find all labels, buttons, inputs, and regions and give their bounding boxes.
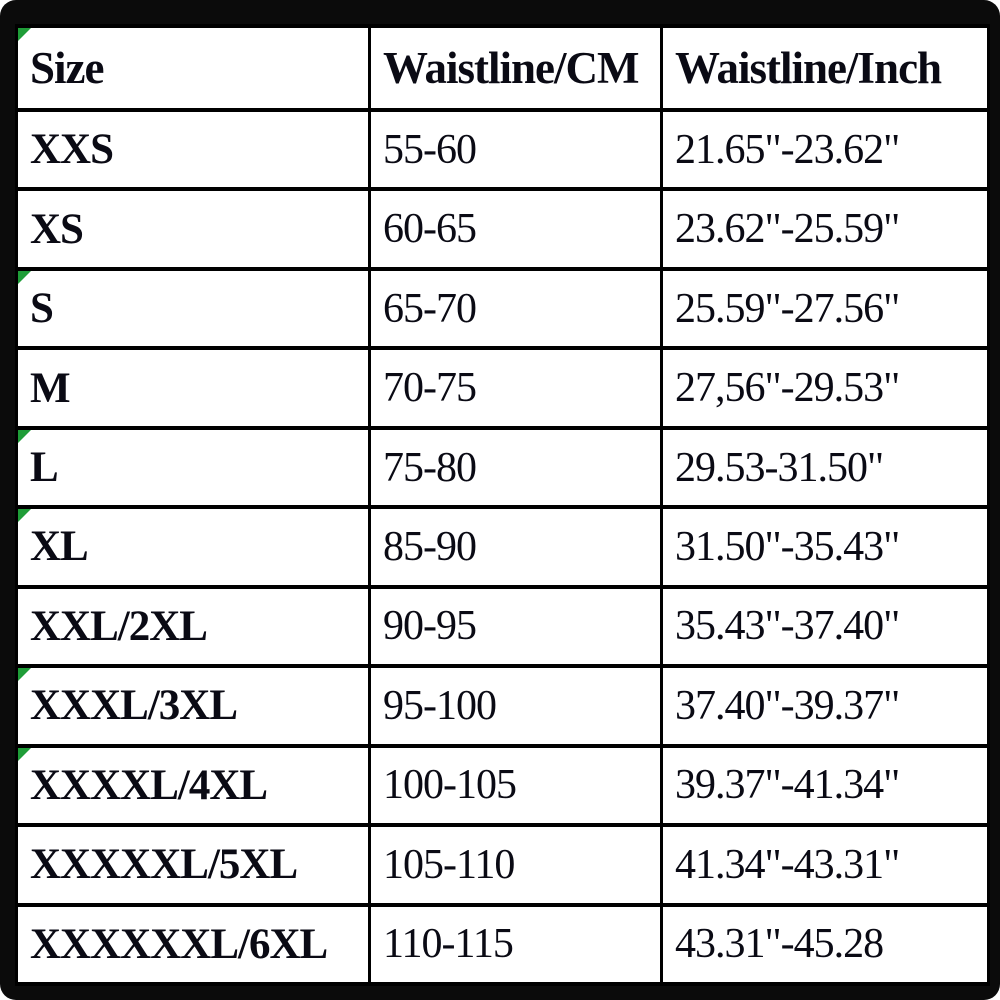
waistline-cm-cell [370,110,662,189]
header-cm-label: Waistline/CM [383,43,639,93]
cell-corner-marker-icon [18,509,32,523]
waistline-cm-cell [370,587,662,666]
header-inch-label: Waistline/Inch [675,43,942,93]
table-row [17,269,989,348]
waistline-inch-cell [662,507,989,586]
waistline-inch-cell [662,428,989,507]
waistline-inch-cell [662,746,989,825]
table-row [17,905,989,984]
table-row [17,587,989,666]
size-cell [17,905,370,984]
waistline-inch-value: 27,56"-29.53" [675,365,900,412]
waistline-cm-cell [370,825,662,904]
waistline-cm-value: 65-70 [383,285,476,332]
waistline-inch-value: 29.53-31.50" [675,444,884,491]
size-cell [17,587,370,666]
size-chart-table [15,24,990,986]
waistline-cm-cell [370,269,662,348]
waistline-cm-cell [370,348,662,427]
waistline-cm-cell [370,507,662,586]
size-label: S [30,285,53,333]
header-cell-size [17,26,370,110]
size-label: XXXXXXL/6XL [30,920,328,968]
header-row [17,26,989,110]
size-cell [17,666,370,745]
size-label: XL [30,523,88,571]
header-cell-waistline-cm [370,26,662,110]
size-label: XXL/2XL [30,602,207,650]
waistline-cm-cell [370,428,662,507]
header-size-label: Size [30,43,104,93]
size-cell [17,348,370,427]
cell-corner-marker-icon [18,28,32,42]
waistline-cm-value: 105-110 [383,841,515,888]
waistline-inch-value: 37.40"-39.37" [675,682,900,729]
table-row [17,110,989,189]
size-cell [17,110,370,189]
size-label: XXXXL/4XL [30,761,268,809]
waistline-inch-value: 31.50"-35.43" [675,523,900,570]
waistline-cm-cell [370,746,662,825]
size-cell [17,825,370,904]
size-cell [17,746,370,825]
waistline-inch-value: 25.59"-27.56" [675,285,900,332]
waistline-inch-cell [662,110,989,189]
table-row [17,746,989,825]
table-row [17,507,989,586]
waistline-inch-value: 39.37"-41.34" [675,762,900,809]
waistline-inch-value: 23.62"-25.59" [675,206,900,253]
waistline-inch-cell [662,905,989,984]
table-row [17,189,989,268]
waistline-cm-cell [370,905,662,984]
size-label: XS [30,205,83,253]
waistline-inch-cell [662,666,989,745]
waistline-cm-value: 95-100 [383,682,496,729]
waistline-inch-cell [662,269,989,348]
waistline-cm-cell [370,666,662,745]
size-cell [17,428,370,507]
size-label: XXS [30,126,114,174]
waistline-cm-value: 75-80 [383,444,476,491]
waistline-inch-value: 21.65"-23.62" [675,126,900,173]
waistline-inch-cell [662,587,989,666]
cell-corner-marker-icon [18,748,32,762]
waistline-cm-value: 60-65 [383,206,476,253]
size-cell [17,189,370,268]
waistline-cm-value: 100-105 [383,762,516,809]
size-cell [17,269,370,348]
waistline-inch-value: 41.34"-43.31" [675,841,900,888]
waistline-inch-value: 43.31"-45.28 [675,921,884,968]
size-label: M [30,364,70,412]
waistline-cm-cell [370,189,662,268]
waistline-cm-value: 85-90 [383,523,476,570]
table-row [17,666,989,745]
size-cell [17,507,370,586]
waistline-cm-value: 90-95 [383,603,476,650]
cell-corner-marker-icon [18,271,32,285]
table-row [17,348,989,427]
waistline-inch-cell [662,348,989,427]
waistline-inch-cell [662,825,989,904]
size-label: XXXXXL/5XL [30,841,298,889]
waistline-cm-value: 110-115 [383,921,513,968]
waistline-inch-value: 35.43"-37.40" [675,603,900,650]
table-row [17,428,989,507]
size-label: XXXL/3XL [30,682,238,730]
waistline-inch-cell [662,189,989,268]
waistline-cm-value: 70-75 [383,365,476,412]
cell-corner-marker-icon [18,430,32,444]
cell-corner-marker-icon [18,668,32,682]
table-row [17,825,989,904]
header-cell-waistline-inch [662,26,989,110]
waistline-cm-value: 55-60 [383,126,476,173]
size-label: L [30,444,58,492]
